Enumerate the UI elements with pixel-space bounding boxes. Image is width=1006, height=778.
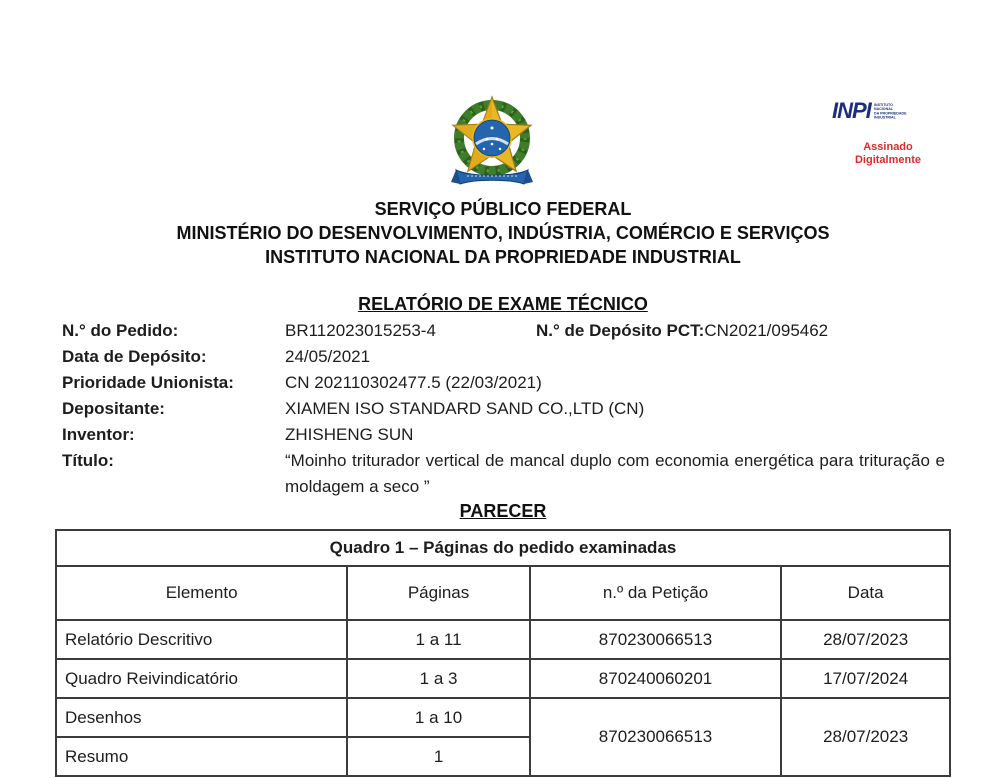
table-row-quadro-reivindicatorio	[56, 659, 950, 698]
header-peticao: n.º da Petição	[530, 566, 781, 620]
header-elemento: Elemento	[56, 566, 347, 620]
cell-data: 28/07/2023	[781, 620, 950, 659]
cell-paginas: 1 a 3	[347, 659, 530, 698]
cell-elemento: Quadro Reivindicatório	[56, 659, 347, 698]
titulo-label: Título:	[62, 451, 114, 470]
gov-header-line3: INSTITUTO NACIONAL DA PROPRIEDADE INDUSTRIAL	[265, 247, 741, 267]
gov-header-line1: SERVIÇO PÚBLICO FEDERAL	[374, 199, 632, 219]
cell-peticao: 870230066513	[530, 620, 781, 659]
cell-peticao-merged: 870230066513	[530, 698, 781, 776]
parecer-heading: PARECER	[459, 501, 547, 521]
deposito-value: 24/05/2021	[285, 347, 371, 366]
pedido-value: BR112023015253-4	[285, 321, 436, 340]
table-header-row	[56, 566, 950, 620]
signed-line1: Assinado	[863, 141, 913, 153]
field-row-depositante	[62, 396, 948, 422]
inpi-wordmark: INPI	[832, 98, 871, 123]
cell-paginas: 1 a 10	[347, 698, 530, 737]
deposito-label: Data de Depósito:	[62, 347, 207, 366]
digitally-signed-label	[852, 141, 924, 167]
depositante-value: XIAMEN ISO STANDARD SAND CO.,LTD (CN)	[285, 399, 645, 418]
field-row-pedido	[62, 318, 948, 344]
signed-line2: Digitalmente	[854, 154, 921, 166]
cell-data: 17/07/2024	[781, 659, 950, 698]
inventor-value: ZHISHENG SUN	[285, 425, 414, 444]
table-row-desenhos	[56, 698, 950, 737]
report-title: RELATÓRIO DE EXAME TÉCNICO	[358, 294, 648, 314]
field-row-prioridade	[62, 370, 948, 396]
cell-elemento: Desenhos	[56, 698, 347, 737]
cell-elemento: Resumo	[56, 737, 347, 776]
titulo-value: “Moinho triturador vertical de mancal duplo com economia energética para trituração e moldagem a seco ”	[285, 451, 945, 496]
field-row-deposito	[62, 344, 948, 370]
pedido-label: N.° do Pedido:	[62, 321, 179, 340]
cell-paginas: 1 a 11	[347, 620, 530, 659]
cell-peticao: 870240060201	[530, 659, 781, 698]
table-caption: Quadro 1 – Páginas do pedido examinadas	[56, 530, 950, 566]
examined-pages-table	[55, 529, 951, 777]
header-paginas: Páginas	[347, 566, 530, 620]
depositante-label: Depositante:	[62, 399, 165, 418]
cell-data-merged: 28/07/2023	[781, 698, 950, 776]
cell-paginas: 1	[347, 737, 530, 776]
pct-value: CN2021/095462	[704, 321, 829, 340]
brazil-coat-of-arms-icon	[437, 92, 547, 198]
prioridade-label: Prioridade Unionista:	[62, 373, 234, 392]
pct-label: N.° de Depósito PCT:	[536, 321, 705, 340]
prioridade-value: CN 202110302477.5 (22/03/2021)	[285, 373, 542, 392]
bibliographic-fields	[62, 318, 948, 500]
inpi-institute-caption: INSTITUTO NACIONAL DA PROPRIEDADE INDUSTRIAL	[873, 103, 907, 120]
government-header	[0, 197, 1006, 269]
field-row-titulo	[62, 448, 948, 500]
cell-elemento: Relatório Descritivo	[56, 620, 347, 659]
field-row-inventor	[62, 422, 948, 448]
table-row-relatorio-descritivo	[56, 620, 950, 659]
inpi-logo	[832, 98, 942, 167]
gov-header-line2: MINISTÉRIO DO DESENVOLVIMENTO, INDÚSTRIA, COMÉRCIO E SERVIÇOS	[176, 223, 830, 243]
header-data: Data	[781, 566, 950, 620]
inventor-label: Inventor:	[62, 425, 135, 444]
brazil-coat-of-arms-svg	[437, 92, 547, 198]
table-caption-row	[56, 530, 950, 566]
